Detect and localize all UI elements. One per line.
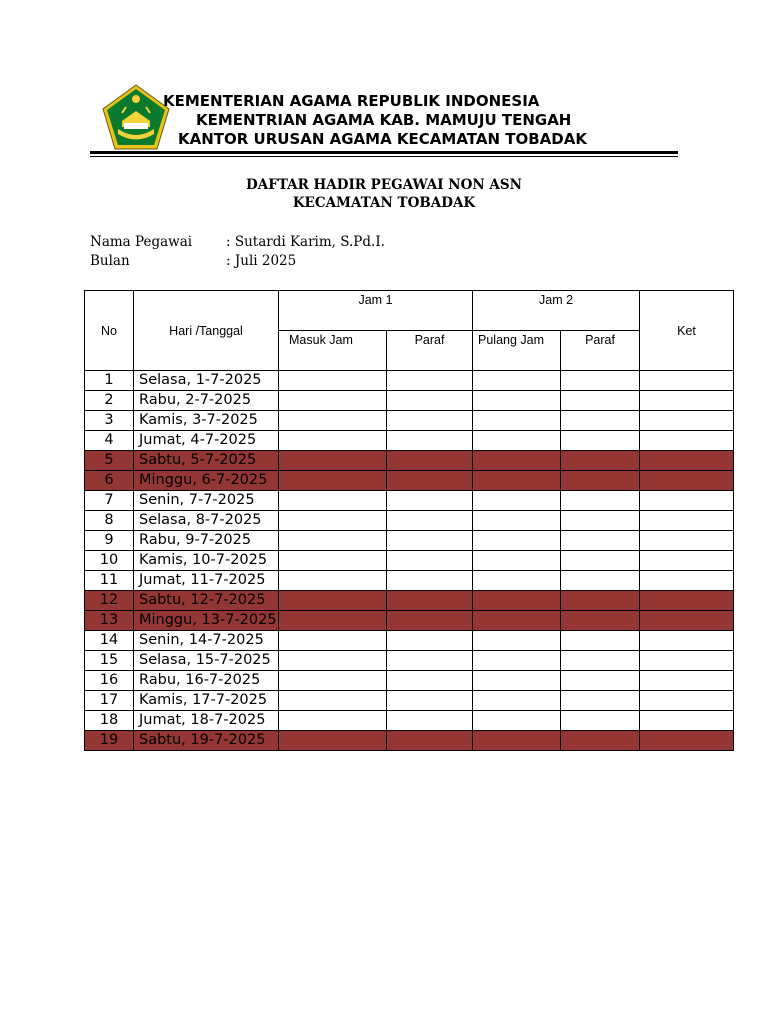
row-number: 9 <box>85 531 134 551</box>
masuk-jam-cell[interactable] <box>279 571 387 591</box>
row-hari-tanggal: Jumat, 18-7-2025 <box>134 711 279 731</box>
header-no: No <box>85 291 134 371</box>
pulang-jam-cell[interactable] <box>473 671 561 691</box>
row-number: 7 <box>85 491 134 511</box>
attendance-table <box>84 290 734 751</box>
paraf-2-cell[interactable] <box>561 451 640 471</box>
pulang-jam-cell[interactable] <box>473 491 561 511</box>
row-number: 18 <box>85 711 134 731</box>
pulang-jam-cell[interactable] <box>473 411 561 431</box>
paraf-2-cell[interactable] <box>561 471 640 491</box>
table-row <box>85 731 734 751</box>
row-number: 11 <box>85 571 134 591</box>
paraf-2-cell[interactable] <box>561 551 640 571</box>
letterhead-line-3: KANTOR URUSAN AGAMA KECAMATAN TOBADAK <box>178 130 587 148</box>
masuk-jam-cell[interactable] <box>279 431 387 451</box>
paraf-1-cell[interactable] <box>387 591 473 611</box>
paraf-2-cell[interactable] <box>561 371 640 391</box>
letterhead-thin-rule <box>90 156 678 157</box>
paraf-1-cell[interactable] <box>387 411 473 431</box>
ket-cell[interactable] <box>640 531 734 551</box>
nama-value: : Sutardi Karim, S.Pd.I. <box>226 234 385 250</box>
row-hari-tanggal: Senin, 7-7-2025 <box>134 491 279 511</box>
row-hari-tanggal: Kamis, 17-7-2025 <box>134 691 279 711</box>
row-hari-tanggal: Minggu, 13-7-2025 <box>134 611 279 631</box>
paraf-2-cell[interactable] <box>561 691 640 711</box>
pulang-jam-cell[interactable] <box>473 571 561 591</box>
masuk-jam-cell[interactable] <box>279 591 387 611</box>
table-row <box>85 651 734 671</box>
table-row <box>85 711 734 731</box>
table-row <box>85 591 734 611</box>
table-row <box>85 431 734 451</box>
paraf-2-cell[interactable] <box>561 671 640 691</box>
row-number: 10 <box>85 551 134 571</box>
row-number: 19 <box>85 731 134 751</box>
header-paraf-2: Paraf <box>561 331 640 371</box>
paraf-2-cell[interactable] <box>561 731 640 751</box>
paraf-1-cell[interactable] <box>387 451 473 471</box>
row-number: 8 <box>85 511 134 531</box>
masuk-jam-cell[interactable] <box>279 451 387 471</box>
table-row <box>85 631 734 651</box>
row-hari-tanggal: Selasa, 1-7-2025 <box>134 371 279 391</box>
table-row <box>85 671 734 691</box>
masuk-jam-cell[interactable] <box>279 411 387 431</box>
header-pulang-jam: Pulang Jam <box>473 331 561 371</box>
pulang-jam-cell[interactable] <box>473 631 561 651</box>
table-row <box>85 571 734 591</box>
paraf-2-cell[interactable] <box>561 651 640 671</box>
letterhead-thick-rule <box>90 151 678 154</box>
masuk-jam-cell[interactable] <box>279 531 387 551</box>
ket-cell[interactable] <box>640 591 734 611</box>
masuk-jam-cell[interactable] <box>279 391 387 411</box>
table-row <box>85 551 734 571</box>
document-title: DAFTAR HADIR PEGAWAI NON ASN <box>246 177 522 193</box>
masuk-jam-cell[interactable] <box>279 731 387 751</box>
masuk-jam-cell[interactable] <box>279 651 387 671</box>
paraf-2-cell[interactable] <box>561 431 640 451</box>
row-number: 3 <box>85 411 134 431</box>
row-number: 12 <box>85 591 134 611</box>
ket-cell[interactable] <box>640 511 734 531</box>
table-row <box>85 531 734 551</box>
pulang-jam-cell[interactable] <box>473 431 561 451</box>
paraf-2-cell[interactable] <box>561 631 640 651</box>
document-subtitle: KECAMATAN TOBADAK <box>292 195 476 211</box>
paraf-2-cell[interactable] <box>561 571 640 591</box>
row-number: 13 <box>85 611 134 631</box>
pulang-jam-cell[interactable] <box>473 511 561 531</box>
ket-cell[interactable] <box>640 451 734 471</box>
kemenag-logo <box>100 83 172 151</box>
paraf-2-cell[interactable] <box>561 411 640 431</box>
ket-cell[interactable] <box>640 471 734 491</box>
paraf-2-cell[interactable] <box>561 391 640 411</box>
table-row <box>85 471 734 491</box>
table-row <box>85 611 734 631</box>
row-hari-tanggal: Senin, 14-7-2025 <box>134 631 279 651</box>
row-hari-tanggal: Rabu, 16-7-2025 <box>134 671 279 691</box>
paraf-2-cell[interactable] <box>561 611 640 631</box>
ket-cell[interactable] <box>640 551 734 571</box>
header-jam-2: Jam 2 <box>473 291 640 331</box>
row-hari-tanggal: Sabtu, 12-7-2025 <box>134 591 279 611</box>
masuk-jam-cell[interactable] <box>279 371 387 391</box>
row-number: 6 <box>85 471 134 491</box>
header-paraf-1: Paraf <box>387 331 473 371</box>
masuk-jam-cell[interactable] <box>279 631 387 651</box>
row-hari-tanggal: Rabu, 2-7-2025 <box>134 391 279 411</box>
table-row <box>85 371 734 391</box>
table-row <box>85 411 734 431</box>
row-number: 17 <box>85 691 134 711</box>
ket-cell[interactable] <box>640 411 734 431</box>
paraf-2-cell[interactable] <box>561 511 640 531</box>
pulang-jam-cell[interactable] <box>473 451 561 471</box>
paraf-2-cell[interactable] <box>561 591 640 611</box>
paraf-1-cell[interactable] <box>387 671 473 691</box>
row-number: 5 <box>85 451 134 471</box>
row-hari-tanggal: Jumat, 4-7-2025 <box>134 431 279 451</box>
ket-cell[interactable] <box>640 371 734 391</box>
table-row <box>85 511 734 531</box>
pulang-jam-cell[interactable] <box>473 531 561 551</box>
header-ket: Ket <box>640 291 734 371</box>
paraf-1-cell[interactable] <box>387 551 473 571</box>
masuk-jam-cell[interactable] <box>279 491 387 511</box>
pulang-jam-cell[interactable] <box>473 651 561 671</box>
ket-cell[interactable] <box>640 631 734 651</box>
masuk-jam-cell[interactable] <box>279 511 387 531</box>
paraf-1-cell[interactable] <box>387 631 473 651</box>
ket-cell[interactable] <box>640 711 734 731</box>
paraf-2-cell[interactable] <box>561 531 640 551</box>
row-hari-tanggal: Selasa, 8-7-2025 <box>134 511 279 531</box>
row-hari-tanggal: Sabtu, 5-7-2025 <box>134 451 279 471</box>
ket-cell[interactable] <box>640 611 734 631</box>
table-row <box>85 491 734 511</box>
row-hari-tanggal: Kamis, 10-7-2025 <box>134 551 279 571</box>
row-hari-tanggal: Sabtu, 19-7-2025 <box>134 731 279 751</box>
header-masuk-jam: Masuk Jam <box>279 331 387 371</box>
row-number: 2 <box>85 391 134 411</box>
paraf-1-cell[interactable] <box>387 691 473 711</box>
table-row <box>85 451 734 471</box>
pulang-jam-cell[interactable] <box>473 591 561 611</box>
masuk-jam-cell[interactable] <box>279 471 387 491</box>
table-row <box>85 691 734 711</box>
paraf-1-cell[interactable] <box>387 471 473 491</box>
pulang-jam-cell[interactable] <box>473 391 561 411</box>
paraf-2-cell[interactable] <box>561 711 640 731</box>
masuk-jam-cell[interactable] <box>279 551 387 571</box>
row-number: 14 <box>85 631 134 651</box>
pulang-jam-cell[interactable] <box>473 611 561 631</box>
ket-cell[interactable] <box>640 731 734 751</box>
masuk-jam-cell[interactable] <box>279 671 387 691</box>
row-hari-tanggal: Kamis, 3-7-2025 <box>134 411 279 431</box>
pulang-jam-cell[interactable] <box>473 731 561 751</box>
ket-cell[interactable] <box>640 571 734 591</box>
row-number: 15 <box>85 651 134 671</box>
header-jam-1: Jam 1 <box>279 291 473 331</box>
paraf-2-cell[interactable] <box>561 491 640 511</box>
ket-cell[interactable] <box>640 651 734 671</box>
header-hari-tanggal: Hari /Tanggal <box>134 291 279 371</box>
paraf-1-cell[interactable] <box>387 491 473 511</box>
bulan-label: Bulan <box>90 253 130 269</box>
paraf-1-cell[interactable] <box>387 711 473 731</box>
paraf-1-cell[interactable] <box>387 731 473 751</box>
table-row <box>85 391 734 411</box>
row-number: 4 <box>85 431 134 451</box>
paraf-1-cell[interactable] <box>387 571 473 591</box>
bulan-value: : Juli 2025 <box>226 253 297 269</box>
paraf-1-cell[interactable] <box>387 531 473 551</box>
pulang-jam-cell[interactable] <box>473 691 561 711</box>
pulang-jam-cell[interactable] <box>473 371 561 391</box>
pulang-jam-cell[interactable] <box>473 551 561 571</box>
row-hari-tanggal: Selasa, 15-7-2025 <box>134 651 279 671</box>
letterhead-line-2: KEMENTRIAN AGAMA KAB. MAMUJU TENGAH <box>196 111 572 129</box>
pulang-jam-cell[interactable] <box>473 471 561 491</box>
letterhead-line-1: KEMENTERIAN AGAMA REPUBLIK INDONESIA <box>163 92 540 110</box>
masuk-jam-cell[interactable] <box>279 711 387 731</box>
ket-cell[interactable] <box>640 391 734 411</box>
row-number: 16 <box>85 671 134 691</box>
row-number: 1 <box>85 371 134 391</box>
ket-cell[interactable] <box>640 431 734 451</box>
ket-cell[interactable] <box>640 691 734 711</box>
paraf-1-cell[interactable] <box>387 611 473 631</box>
paraf-1-cell[interactable] <box>387 651 473 671</box>
ket-cell[interactable] <box>640 491 734 511</box>
nama-label: Nama Pegawai <box>90 234 193 250</box>
paraf-1-cell[interactable] <box>387 511 473 531</box>
row-hari-tanggal: Jumat, 11-7-2025 <box>134 571 279 591</box>
ket-cell[interactable] <box>640 671 734 691</box>
pulang-jam-cell[interactable] <box>473 711 561 731</box>
masuk-jam-cell[interactable] <box>279 691 387 711</box>
paraf-1-cell[interactable] <box>387 431 473 451</box>
row-hari-tanggal: Rabu, 9-7-2025 <box>134 531 279 551</box>
row-hari-tanggal: Minggu, 6-7-2025 <box>134 471 279 491</box>
paraf-1-cell[interactable] <box>387 371 473 391</box>
masuk-jam-cell[interactable] <box>279 611 387 631</box>
paraf-1-cell[interactable] <box>387 391 473 411</box>
